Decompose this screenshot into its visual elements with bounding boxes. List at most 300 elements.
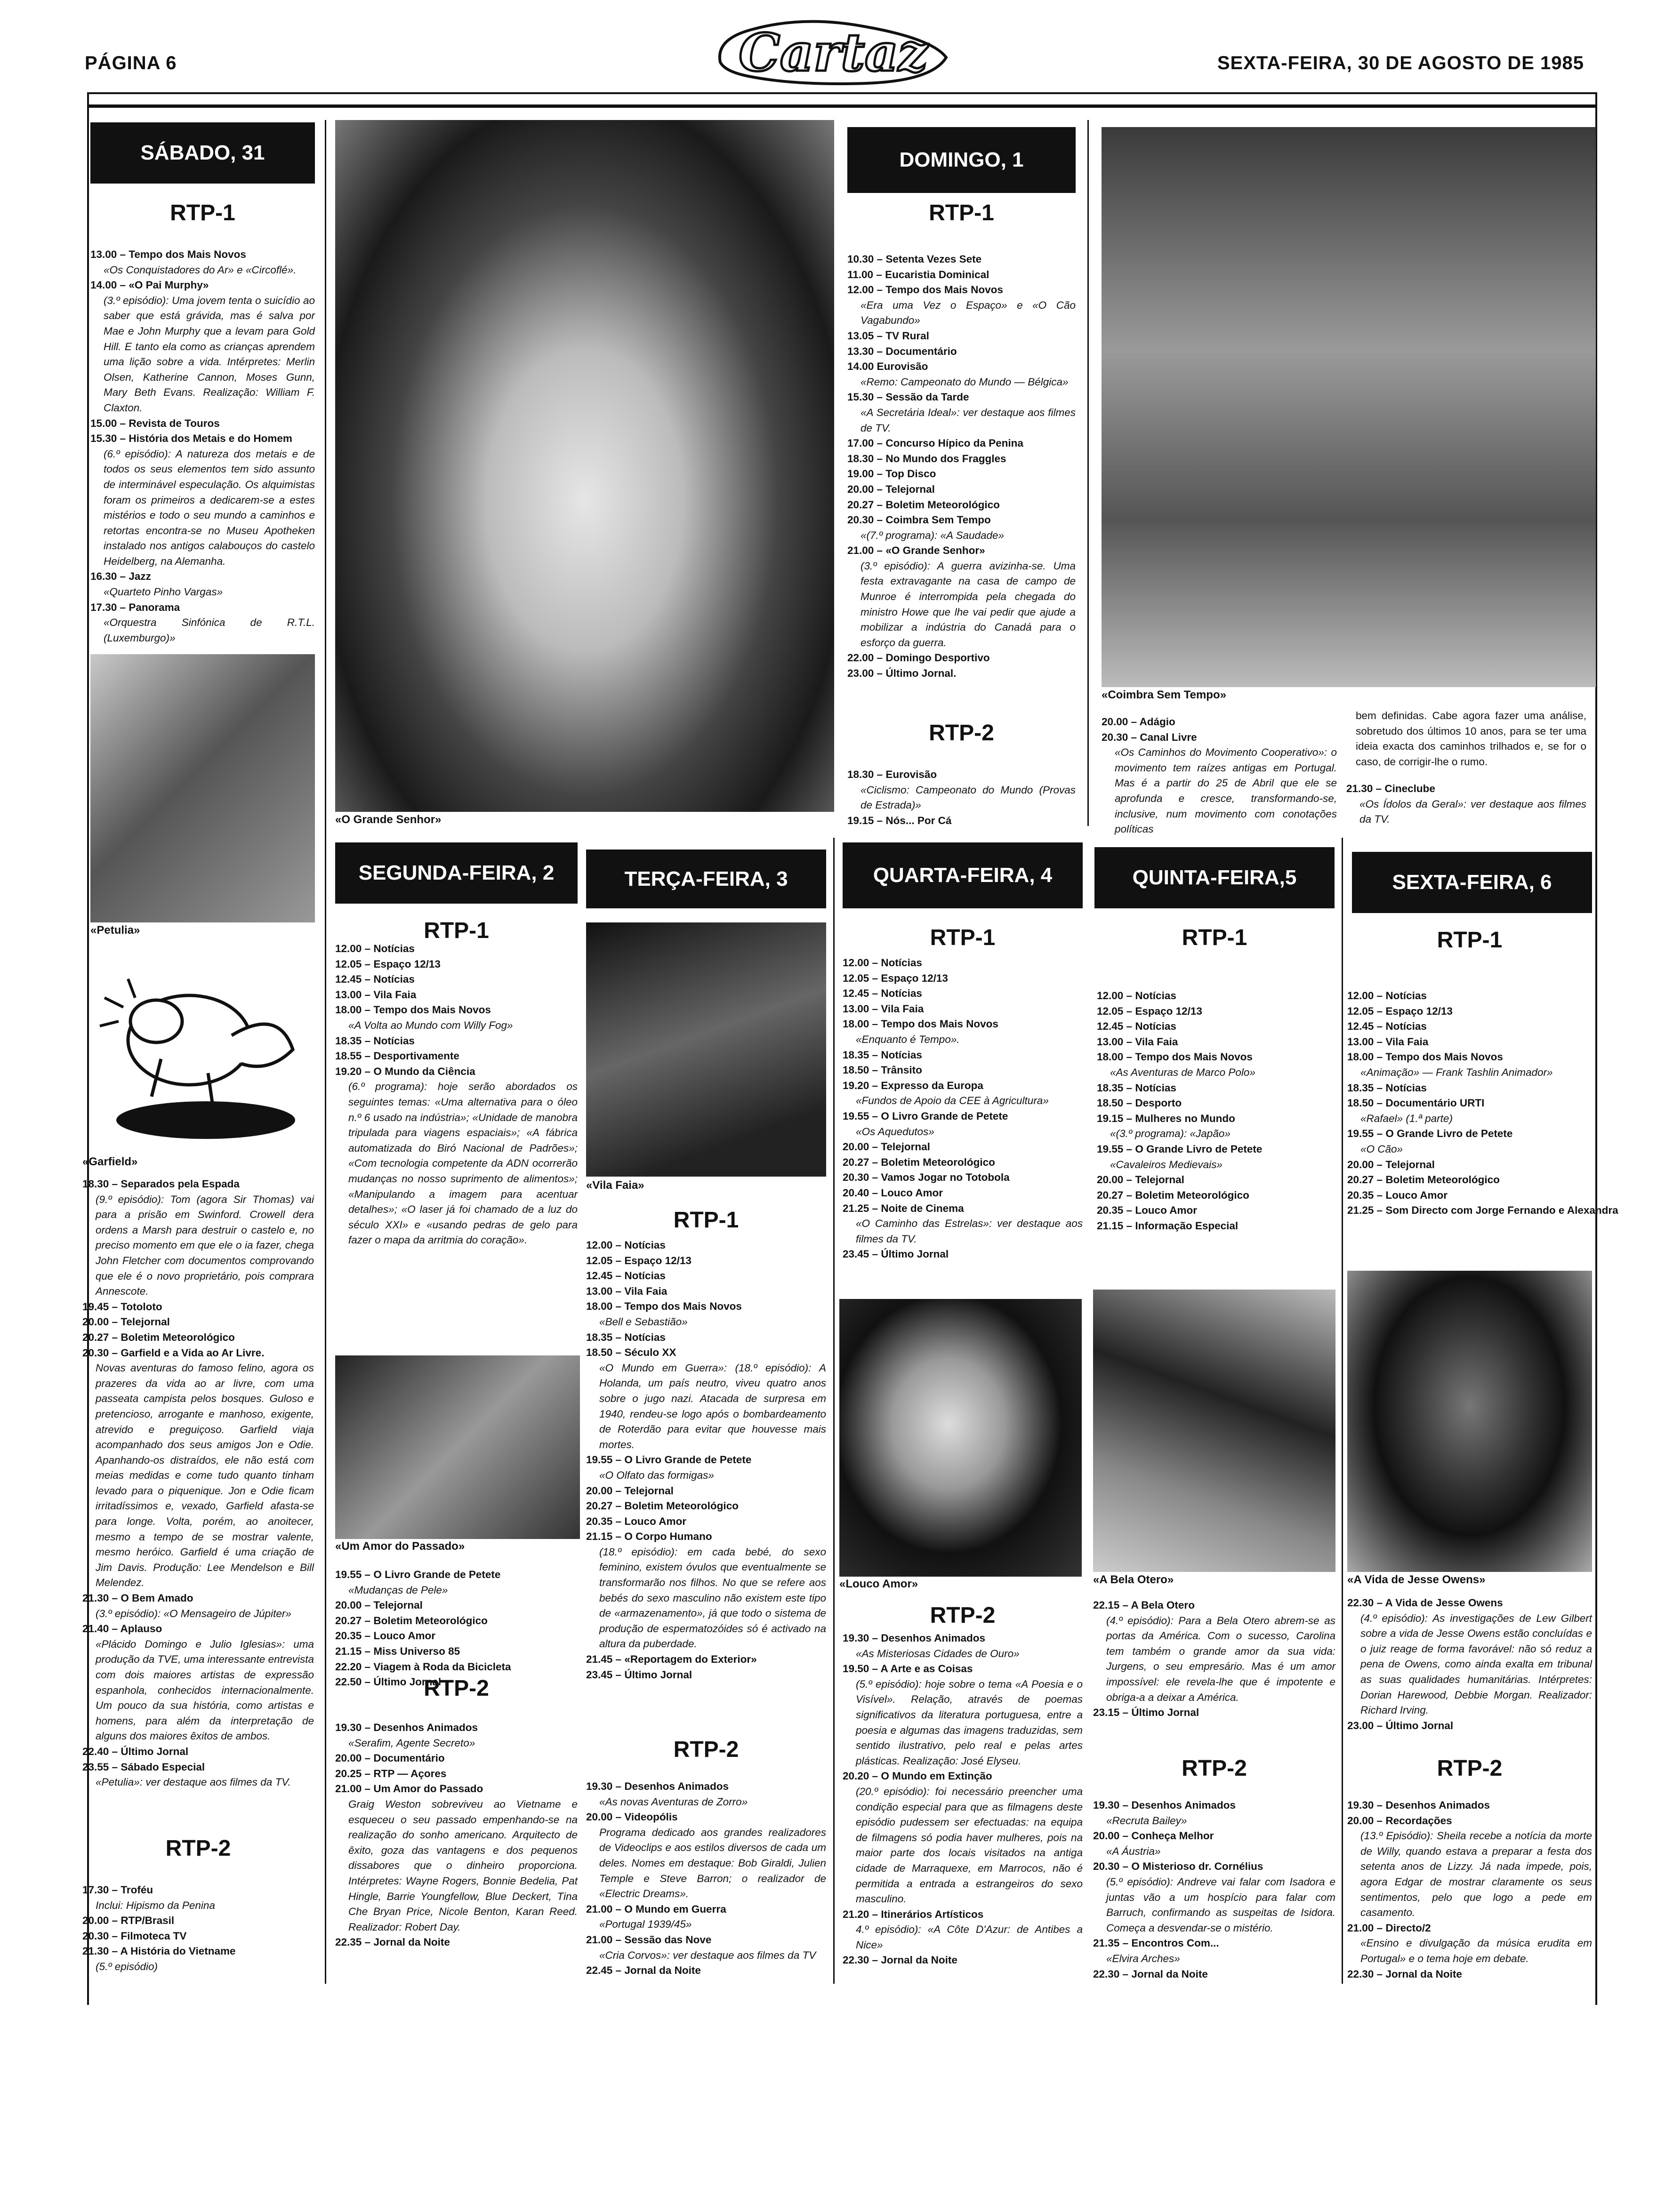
program-title-text: 12.00 – Notícias — [1097, 990, 1176, 1002]
program-title-text: 15.00 – Revista de Touros — [90, 417, 220, 429]
schedule-tuesday-rtp1 — [586, 1238, 826, 1683]
program-title-text: 18.50 – Documentário URTI — [1347, 1097, 1485, 1109]
program-description: «O Cão» — [1360, 1143, 1403, 1155]
caption-coimbra-sem-tempo: «Coimbra Sem Tempo» — [1102, 689, 1226, 701]
program-title — [82, 1944, 314, 1959]
program-title-text: 12.45 – Notícias — [586, 1270, 666, 1282]
program-title — [1097, 1172, 1337, 1188]
schedule-thursday-rtp1-late — [1093, 1598, 1335, 1721]
program-description: «A Áustria» — [1106, 1845, 1161, 1857]
program-title — [847, 813, 1076, 829]
program-title-text: 14.00 Eurovisão — [847, 361, 928, 373]
channel-rtp1: RTP-1 — [929, 200, 994, 225]
program-title — [847, 329, 1076, 344]
day-header-friday: SEXTA-FEIRA, 6 — [1352, 852, 1592, 913]
program-title — [847, 466, 1076, 482]
program-title — [1347, 1188, 1592, 1203]
program-title-text: 20.20 – O Mundo em Extinção — [843, 1770, 992, 1782]
schedule-saturday-rtp1-evening — [82, 1177, 314, 1790]
program-title-text: 23.55 – Sábado Especial — [82, 1761, 205, 1773]
schedule-monday-rtp1 — [335, 941, 578, 1248]
program-title-text: 19.55 – O Grande Livro de Petete — [1097, 1143, 1263, 1155]
day-header-wednesday: QUARTA-FEIRA, 4 — [843, 842, 1083, 908]
program-title-text: 20.00 – Conheça Melhor — [1093, 1830, 1214, 1842]
program-title — [1347, 1004, 1592, 1019]
program-title — [335, 1034, 578, 1049]
channel-rtp2: RTP-2 — [424, 1676, 489, 1701]
program-title — [1347, 1126, 1592, 1142]
program-title — [1097, 1142, 1337, 1157]
program-title-text: 12.05 – Espaço 12/13 — [335, 958, 441, 970]
program-title-text: 20.27 – Boletim Meteorológico — [335, 1614, 488, 1627]
program-description: «Recruta Bailey» — [1106, 1814, 1187, 1827]
program-title-text: 22.30 – Jornal da Noite — [843, 1954, 957, 1966]
program-title-text: 21.00 – Um Amor do Passado — [335, 1783, 483, 1795]
channel-rtp1: RTP-1 — [1437, 928, 1503, 953]
schedule-wednesday-rtp1 — [843, 955, 1083, 1262]
program-title — [847, 513, 1076, 528]
day-header-tuesday: TERÇA-FEIRA, 3 — [586, 850, 826, 908]
program-title — [586, 1238, 826, 1253]
program-title — [586, 1667, 826, 1683]
program-title — [847, 767, 1076, 783]
program-title — [586, 1529, 826, 1545]
program-title — [1347, 1019, 1592, 1034]
program-title-text: 20.30 – O Misterioso dr. Cornélius — [1093, 1860, 1263, 1873]
program-description: (4.º episódio): Para a Bela Otero abrem-se as portas da América. Com o sucesso, Carolina tem também o grande amor da sua vida: Jurgens, o seu empresário. Mas é um amor impossível: ele revela-lhe que é impotente e obriga-a a deixar a América. — [1106, 1614, 1335, 1703]
program-description: «Ensino e divulgação da música erudita em Portugal» e o tema hoje em debate. — [1360, 1937, 1592, 1964]
program-title — [1097, 1019, 1337, 1034]
program-title-text: 22.30 – Jornal da Noite — [1093, 1968, 1208, 1980]
program-title-text: 12.00 – Notícias — [335, 943, 415, 954]
program-title-text: 20.35 – Louco Amor — [335, 1630, 435, 1642]
program-description: (6.º programa): hoje serão abordados os seguintes temas: «Uma alternativa para o óleo n.º 6 usado na indústria»; «Unidade de manobra tripulada para viagens espaciais»; «A fábrica automatizada do Biró Nacional de Padrões»; «Com tecnologia competente da ADN ocorrerão mudanças no nosso suprimento de alimentos»; «Manipulando a imagem para acentuar detalhes»; «O laser já foi chamado de a luz do século XXI» e «usando pedras de gelo para fazer o mapa da arritmia do coração». — [348, 1081, 578, 1246]
program-title-text: 23.45 – Último Jornal — [586, 1668, 692, 1681]
program-title-text: 19.30 – Desenhos Animados — [1347, 1799, 1490, 1811]
program-description: «Os Aquedutos» — [856, 1125, 934, 1138]
day-header-thursday: QUINTA-FEIRA,5 — [1094, 847, 1335, 908]
program-title-text: 11.00 – Eucaristia Dominical — [847, 268, 989, 281]
program-title — [1347, 1157, 1592, 1173]
program-title-text: 20.00 – Telejornal — [843, 1141, 930, 1153]
schedule-sunday-rtp2-evening — [1102, 714, 1337, 837]
program-title — [586, 1483, 826, 1499]
program-title — [843, 1170, 1083, 1186]
channel-rtp1: RTP-1 — [170, 200, 235, 225]
program-description: Graig Weston sobreviveu ao Vietname e esqueceu o seu passado empenhando-se na realização do sonho americano. Arquitecto de êxito, goza das vantagens e dos pequenos dissabores que o dinheiro proporciona. Intérpretes: Wayne Rogers, Bonnie Bedelia, Pat Hingle, Barrie Youngfellow, Blue Deckert, Tina Che Bryan Price, Nicole Benton, Karan Reed. Realizador: Robert Day. — [348, 1798, 578, 1933]
photo-a-bela-otero — [1093, 1290, 1335, 1572]
program-title — [843, 1201, 1083, 1217]
caption-louco-amor: «Louco Amor» — [839, 1578, 918, 1590]
program-title — [335, 1644, 578, 1659]
program-title — [82, 1314, 314, 1330]
program-title-text: 20.35 – Louco Amor — [1097, 1204, 1197, 1217]
program-title — [1097, 988, 1337, 1004]
program-title — [1347, 988, 1592, 1004]
program-title-text: 20.30 – Filmoteca TV — [82, 1930, 187, 1942]
program-title-text: 19.20 – O Mundo da Ciência — [335, 1065, 475, 1077]
day-header-monday: SEGUNDA-FEIRA, 2 — [335, 842, 578, 904]
schedule-sunday-rtp1 — [847, 252, 1076, 681]
channel-rtp1: RTP-1 — [424, 918, 489, 943]
schedule-thursday-rtp2 — [1093, 1798, 1335, 1982]
program-title — [1093, 1936, 1335, 1951]
program-title — [335, 987, 578, 1003]
program-title — [586, 1499, 826, 1514]
program-title-text: 21.20 – Itinerários Artísticos — [843, 1908, 984, 1920]
program-title-text: 18.00 – Tempo dos Mais Novos — [1097, 1051, 1253, 1063]
page-date: SEXTA-FEIRA, 30 DE AGOSTO DE 1985 — [1217, 53, 1584, 73]
program-title — [586, 1932, 826, 1948]
program-title-text: 22.30 – A Vida de Jesse Owens — [1347, 1597, 1503, 1609]
program-title-text: 20.27 – Boletim Meteorológico — [1347, 1174, 1500, 1186]
schedule-saturday-rtp1 — [90, 247, 315, 646]
photo-petulia — [90, 654, 315, 922]
program-description: «Enquanto é Tempo». — [856, 1033, 960, 1045]
program-description: «Fundos de Apoio da CEE à Agricultura» — [856, 1095, 1049, 1107]
program-title — [335, 1613, 578, 1629]
program-title — [586, 1963, 826, 1979]
program-title — [843, 1247, 1083, 1262]
program-title — [335, 1781, 578, 1797]
program-title — [82, 1760, 314, 1775]
program-title — [1097, 1218, 1337, 1234]
program-title-text: 20.00 – Telejornal — [82, 1316, 170, 1328]
program-description: (4.º episódio): As investigações de Lew Gilbert sobre a vida de Jesse Owens estão concluídas e o juiz reage de forma favorável: não só reduz a pena de Owens, como ainda exalta em tribunal as suas qualidades humanitárias. Intérpretes: Dorian Harewood, Debbie Morgan. Realizador: Richard Irving. — [1360, 1612, 1592, 1716]
program-title — [1347, 1081, 1592, 1096]
program-description: (5.º episódio) — [96, 1960, 158, 1972]
schedule-sunday-rtp2 — [847, 767, 1076, 828]
program-title-text: 20.00 – Telejornal — [847, 483, 935, 495]
program-title — [82, 1883, 314, 1898]
program-title — [82, 1346, 314, 1361]
program-title — [847, 282, 1076, 298]
schedule-monday-rtp1-evening — [335, 1567, 578, 1690]
program-title — [90, 278, 315, 293]
program-title — [847, 436, 1076, 451]
program-title — [847, 390, 1076, 405]
caption-garfield: «Garfield» — [82, 1155, 138, 1168]
program-title — [335, 1598, 578, 1613]
program-title — [335, 957, 578, 972]
program-title — [586, 1345, 826, 1361]
photo-coimbra-sem-tempo — [1102, 127, 1596, 687]
program-title-text: 20.00 – Telejornal — [335, 1599, 423, 1611]
program-title-text: 19.55 – O Grande Livro de Petete — [1347, 1128, 1513, 1140]
column-rule — [325, 120, 326, 1984]
program-description: «Ciclismo: Campeonato do Mundo (Provas de Estrada)» — [861, 784, 1076, 811]
program-title-text: 21.35 – Encontros Com... — [1093, 1937, 1219, 1949]
program-title-text: 20.00 – RTP/Brasil — [82, 1915, 175, 1927]
schedule-monday-rtp2 — [335, 1720, 578, 1950]
program-title-text: 13.00 – Vila Faia — [1347, 1035, 1429, 1048]
program-title-text: 19.15 – Mulheres no Mundo — [1097, 1112, 1235, 1124]
program-title-text: 13.00 – Vila Faia — [335, 988, 417, 1001]
caption-um-amor-do-passado: «Um Amor do Passado» — [335, 1540, 465, 1553]
program-title — [843, 1155, 1083, 1170]
program-title — [1093, 1798, 1335, 1813]
program-title — [843, 1631, 1083, 1646]
caption-o-grande-senhor: «O Grande Senhor» — [335, 813, 442, 826]
program-title-text: 22.15 – A Bela Otero — [1093, 1599, 1195, 1611]
program-title-text: 22.45 – Jornal da Noite — [586, 1964, 701, 1977]
program-description: «(3.º programa): «Japão» — [1110, 1128, 1231, 1140]
program-title-text: 12.45 – Notícias — [843, 987, 922, 1000]
program-title — [1347, 1050, 1592, 1065]
program-title-text: 23.00 – Último Jornal — [1347, 1719, 1454, 1731]
channel-rtp2: RTP-2 — [673, 1737, 739, 1762]
program-title-text: 12.05 – Espaço 12/13 — [1097, 1005, 1202, 1017]
program-title — [1093, 1598, 1335, 1613]
program-description: «O Mundo em Guerra»: (18.º episódio): A Holanda, um país neutro, viveu quatro anos sobre o jugo nazi. Atacada de surpresa em 1940, rendeu-se logo após o bombardeamento de Roterdão para evitar que houvesse mais mortes. — [599, 1362, 826, 1451]
program-description: «Serafim, Agente Secreto» — [348, 1737, 475, 1749]
program-title-text: 13.00 – Tempo dos Mais Novos — [90, 248, 246, 260]
program-title-text: 20.27 – Boletim Meteorológico — [1097, 1189, 1249, 1201]
program-description: (13.º Episódio): Sheila recebe a notícia da morte de Willy, quando estava a preparar a festa dos setenta anos de Lizzy. Já nada impede, pois, agora Edgar de mostrar claramente os seus sentimentos, pelo que logo a pede em casamento. — [1360, 1830, 1592, 1919]
program-title-text: 12.45 – Notícias — [335, 973, 415, 986]
program-title — [82, 1929, 314, 1944]
program-title — [335, 941, 578, 957]
program-description: «Portugal 1939/45» — [599, 1918, 692, 1931]
program-title — [847, 482, 1076, 497]
program-title — [1097, 1188, 1337, 1203]
program-title-text: 20.00 – Videopólis — [586, 1811, 678, 1823]
day-header-sunday: DOMINGO, 1 — [847, 127, 1076, 193]
schedule-sunday-rtp2-late — [1346, 781, 1586, 827]
program-title-text: 18.00 – Tempo dos Mais Novos — [843, 1018, 998, 1030]
program-title-text: 22.00 – Domingo Desportivo — [847, 652, 990, 664]
program-description: (3.º episódio): «O Mensageiro de Júpiter» — [96, 1607, 291, 1619]
program-description: «Elvira Arches» — [1106, 1952, 1180, 1964]
program-title — [82, 1621, 314, 1637]
program-title-text: 18.35 – Notícias — [1097, 1082, 1176, 1094]
program-title-text: 12.05 – Espaço 12/13 — [1347, 1005, 1453, 1017]
program-title — [1347, 1203, 1618, 1218]
program-title — [586, 1902, 826, 1917]
masthead-logo — [711, 10, 956, 90]
program-title-text: 21.25 – Som Directo com Jorge Fernando e Alexandra — [1347, 1204, 1618, 1217]
program-title-text: 17.30 – Panorama — [90, 601, 180, 613]
program-title-text: 13.05 – TV Rural — [847, 329, 929, 342]
program-title-text: 12.45 – Notícias — [1347, 1020, 1427, 1033]
program-title — [335, 1935, 578, 1950]
column-rule — [1087, 120, 1089, 826]
program-title — [82, 1299, 314, 1315]
program-title — [586, 1253, 826, 1269]
program-description: «Cria Corvos»: ver destaque aos filmes da TV — [599, 1949, 816, 1961]
program-title-text: 21.30 – A História do Vietname — [82, 1945, 236, 1957]
program-title — [843, 1002, 1083, 1017]
program-title — [847, 267, 1076, 283]
masthead-title: Cartaz — [739, 22, 928, 83]
caption-jesse-owens: «A Vida de Jesse Owens» — [1347, 1573, 1486, 1586]
channel-rtp2: RTP-2 — [930, 1603, 996, 1628]
program-description: «Cavaleiros Medievais» — [1110, 1158, 1223, 1170]
program-title — [843, 1109, 1083, 1124]
program-title — [1347, 1172, 1592, 1188]
program-title — [335, 1720, 578, 1736]
program-title-text: 20.00 – Documentário — [335, 1752, 445, 1764]
program-title-text: 18.50 – Desporto — [1097, 1097, 1182, 1109]
program-title — [586, 1810, 826, 1825]
program-title — [843, 1017, 1083, 1032]
program-title — [847, 451, 1076, 467]
caption-vila-faia: «Vila Faia» — [586, 1179, 644, 1192]
program-title-text: 12.00 – Notícias — [1347, 990, 1427, 1002]
program-title-text: 23.45 – Último Jornal — [843, 1248, 949, 1260]
program-title — [1347, 1718, 1592, 1734]
program-description: «Bell e Sebastião» — [599, 1315, 688, 1328]
program-description: «Orquestra Sinfónica de R.T.L. (Luxemburgo)» — [104, 617, 315, 644]
program-description: «(7.º programa): «A Saudade» — [861, 529, 1005, 541]
program-description: «As Misteriosas Cidades de Ouro» — [856, 1647, 1020, 1659]
program-title — [335, 1766, 578, 1782]
caption-petulia: «Petulia» — [90, 924, 140, 937]
program-title-text: 21.45 – «Reportagem do Exterior» — [586, 1653, 757, 1666]
program-title — [335, 1002, 578, 1018]
program-title-text: 15.30 – Sessão da Tarde — [847, 391, 969, 403]
program-title-text: 16.30 – Jazz — [90, 570, 151, 583]
program-title — [847, 497, 1076, 513]
schedule-friday-rtp1 — [1347, 988, 1618, 1218]
program-title-text: 20.27 – Boletim Meteorológico — [847, 498, 1000, 511]
program-description: «Os Conquistadores do Ar» e «Circoflé». — [104, 264, 297, 276]
channel-rtp1: RTP-1 — [1182, 925, 1247, 950]
program-title-text: 23.15 – Último Jornal — [1093, 1707, 1199, 1719]
program-title — [843, 1953, 1083, 1968]
program-title — [1347, 1096, 1592, 1111]
program-title — [586, 1779, 826, 1795]
program-title-text: 17.00 – Concurso Hípico da Penina — [847, 437, 1023, 449]
program-title — [847, 650, 1076, 666]
program-title-text: 17.30 – Troféu — [82, 1884, 153, 1896]
program-title — [1093, 1859, 1335, 1875]
photo-vila-faia — [586, 922, 826, 1177]
program-title — [847, 344, 1076, 360]
program-title — [843, 1661, 1083, 1677]
program-description: (5.º episódio): Andreve vai falar com Isadora e juntas vão a um hospício para falar com Barruch, confirmando as suspeitas de Isidora. Começa a desvendar-se o mistério. — [1106, 1875, 1335, 1934]
program-title — [1093, 1705, 1335, 1721]
program-title-text: 19.55 – O Livro Grande de Petete — [335, 1569, 501, 1580]
program-description: «As novas Aventuras de Zorro» — [599, 1795, 748, 1808]
program-title — [90, 431, 315, 447]
program-title — [1347, 1813, 1592, 1829]
program-title — [90, 569, 315, 585]
program-title — [843, 955, 1083, 971]
program-title — [843, 1186, 1083, 1201]
program-title — [335, 1064, 578, 1080]
program-title — [335, 1659, 578, 1675]
program-title-text: 12.05 – Espaço 12/13 — [843, 972, 948, 984]
program-description: «Plácido Domingo e Julio Iglesias»: uma produção da TVE, uma interessante entrevista com dois maiores artistas de expressão espanhola, conhecidos internacionalmente. Um pouco da sua história, como artistas e homens, para além da interpretação de alguns dos maiores êxitos de ambos. — [96, 1638, 314, 1742]
schedule-tuesday-rtp2 — [586, 1779, 826, 1979]
program-title-text: 20.27 – Boletim Meteorológico — [586, 1500, 739, 1512]
caption-a-bela-otero: «A Bela Otero» — [1093, 1573, 1174, 1586]
program-title-text: 21.00 – «O Grande Senhor» — [847, 545, 985, 557]
program-title-text: 18.00 – Tempo dos Mais Novos — [586, 1300, 742, 1313]
program-title — [1097, 1081, 1337, 1096]
program-title — [847, 543, 1076, 559]
photo-jesse-owens — [1347, 1271, 1592, 1572]
program-title — [843, 1078, 1083, 1094]
program-description: «As Aventuras de Marco Polo» — [1110, 1066, 1255, 1078]
program-title-text: 12.05 – Espaço 12/13 — [586, 1254, 692, 1266]
program-title-text: 18.00 – Tempo dos Mais Novos — [335, 1004, 491, 1016]
program-title-text: 18.55 – Desportivamente — [335, 1050, 459, 1062]
program-description: 4.º episódio): «A Côte D'Azur: de Antibes a Nice» — [856, 1923, 1083, 1951]
program-title-text: 20.30 – Garfield e a Vida ao Ar Livre. — [82, 1346, 265, 1359]
program-title — [1097, 1096, 1337, 1111]
program-title-text: 22.40 – Último Jornal — [82, 1745, 189, 1757]
program-title-text: 22.30 – Jornal da Noite — [1347, 1968, 1462, 1980]
program-title-text: 20.30 – Coimbra Sem Tempo — [847, 514, 991, 526]
program-title-text: 21.30 – Cineclube — [1346, 783, 1435, 794]
program-title — [843, 1063, 1083, 1078]
program-title — [586, 1268, 826, 1284]
program-description: «Quarteto Pinho Vargas» — [104, 586, 223, 598]
channel-rtp1: RTP-1 — [673, 1208, 739, 1233]
program-title-text: 21.00 – Sessão das Nove — [586, 1933, 712, 1946]
program-title-text: 22.20 – Viagem à Roda da Bicicleta — [335, 1660, 511, 1673]
program-title-text: 19.00 – Top Disco — [847, 468, 936, 480]
channel-rtp2: RTP-2 — [165, 1836, 231, 1861]
program-title-text: 21.15 – Informação Especial — [1097, 1219, 1239, 1232]
program-title — [843, 1048, 1083, 1063]
program-description: «Os Caminhos do Movimento Cooperativo»: o movimento tem raízes antigas em Portugal. Mas é a partir do 25 de Abril que ele se aprofunda e cresce, transformando-se, inclusive, num movimento com conotações políticas — [1115, 746, 1337, 835]
program-title — [82, 1913, 314, 1929]
program-title-text: 23.00 – Último Jornal. — [847, 667, 957, 680]
program-title-text: 13.30 – Documentário — [847, 345, 957, 357]
column-rule — [1342, 838, 1343, 1984]
program-title-text: 13.00 – Vila Faia — [1097, 1035, 1178, 1048]
program-title-text: 19.55 – O Livro Grande de Petete — [586, 1454, 752, 1466]
program-description: «Mudanças de Pele» — [348, 1584, 448, 1596]
program-title-text: 19.30 – Desenhos Animados — [843, 1632, 986, 1644]
program-description: «Petulia»: ver destaque aos filmes da TV. — [96, 1776, 291, 1788]
day-header-saturday: SÁBADO, 31 — [90, 122, 315, 184]
program-title — [843, 1769, 1083, 1784]
program-title-text: 19.15 – Nós... Por Cá — [847, 814, 952, 826]
photo-um-amor-do-passado — [335, 1355, 580, 1539]
program-title — [1347, 1967, 1592, 1982]
program-title — [335, 1628, 578, 1644]
program-title-text: 19.55 – O Livro Grande de Petete — [843, 1110, 1008, 1122]
program-title-text: 22.35 – Jornal da Noite — [335, 1936, 450, 1948]
channel-rtp2: RTP-2 — [929, 721, 994, 745]
program-description: (9.º episódio): Tom (agora Sir Thomas) vai para a prisão em Swinford. Crowell dera ordens a Marsh para destruir o castelo e, no preciso momento em que ele o ia fazer, chega John Fletcher com documentos comprovando que ele é o novo proprietário, pois comprara Annescote. — [96, 1193, 314, 1298]
program-description: «Remo: Campeonato do Mundo — Bélgica» — [861, 376, 1069, 388]
program-title — [82, 1177, 314, 1192]
program-description: Inclui: Hipismo da Penina — [96, 1899, 215, 1911]
program-title — [586, 1652, 826, 1667]
program-title-text: 18.35 – Notícias — [843, 1049, 922, 1061]
program-title-text: 22.50 – Último Jornal — [335, 1676, 442, 1688]
program-title — [335, 1567, 578, 1583]
program-title — [335, 972, 578, 987]
program-title — [843, 971, 1083, 986]
program-title — [1102, 730, 1337, 745]
photo-o-grande-senhor — [335, 120, 834, 812]
program-title — [90, 416, 315, 432]
program-description: «O Olfato das formigas» — [599, 1469, 714, 1481]
program-title-text: 18.30 – No Mundo dos Fraggles — [847, 452, 1006, 465]
program-title — [586, 1299, 826, 1314]
program-description: «A Volta ao Mundo com Willy Fog» — [348, 1019, 513, 1031]
program-title — [843, 986, 1083, 1002]
program-title — [586, 1452, 826, 1468]
photo-louco-amor — [839, 1299, 1082, 1577]
program-title-text: 20.40 – Louco Amor — [843, 1186, 943, 1199]
